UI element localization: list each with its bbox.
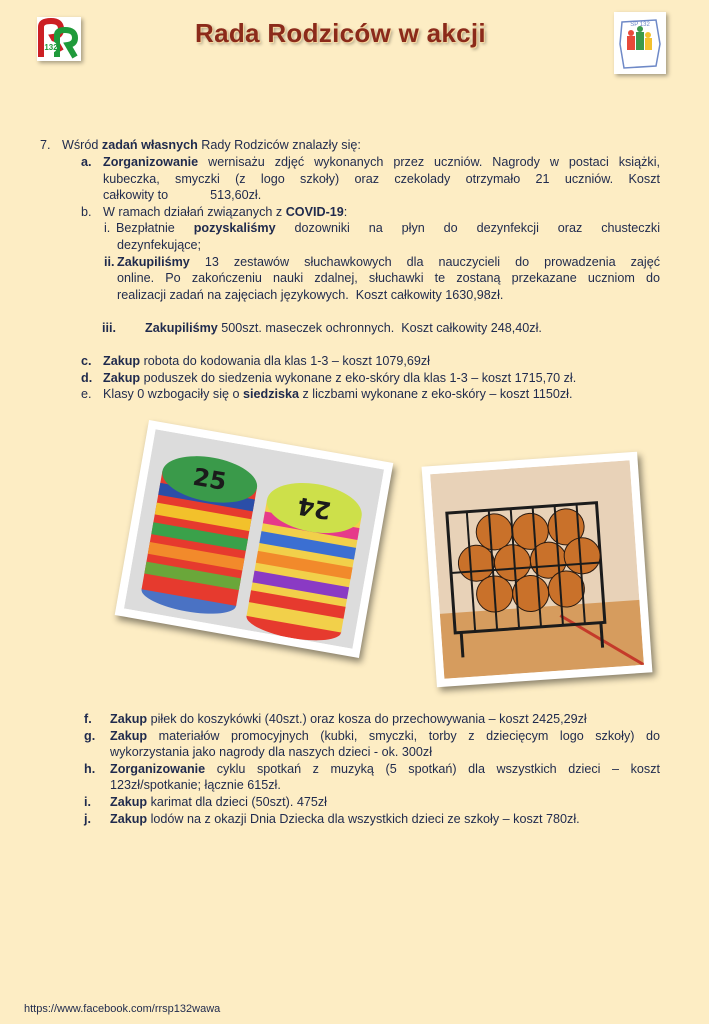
- list-item-j: j. Zakup lodów na z okazji Dnia Dziecka dla wszystkich dzieci ze szkoły – koszt 780zł.: [84, 811, 580, 826]
- svg-text:SP 132: SP 132: [630, 22, 650, 28]
- photo-cushions: [115, 420, 394, 658]
- list-item-b: b. W ramach działań związanych z COVID-19: i. Bezpłatnie pozyskaliśmy dozowniki na płyn do dezynfekcji oraz chusteczki dezynfekujące; ii. Zakupiliśmy 13 zestawów słuchawkowych dla nauczycieli do prowadzenia zajęć online. Po zakończeniu nauki zdalnej, słuchawki te zostaną przekazane uczniom do realizacji zadań na zajęciach językowych. Koszt całkowity 1630,98zł. iii. Zakupiliśmy 500szt. maseczek ochronnych. Koszt całkowity 248,40zł.: [40, 204, 660, 353]
- list-item-e: e. Klasy 0 wzbogaciły się o siedziska z liczbami wykonane z eko-skóry – koszt 1150zł.: [81, 387, 573, 402]
- photo-basketballs: [422, 452, 653, 688]
- sub-item-i: i. Bezpłatnie pozyskaliśmy dozowniki na płyn do dezynfekcji oraz chusteczki dezynfekujące;: [104, 221, 661, 252]
- list-item-c: c. Zakup robota do kodowania dla klas 1-3 – koszt 1079,69zł: [81, 354, 430, 369]
- facebook-link[interactable]: https://www.facebook.com/rrsp132wawa: [24, 1003, 221, 1015]
- svg-text:132: 132: [44, 43, 58, 52]
- rr-logo: [37, 17, 81, 61]
- task-list-top: [40, 137, 660, 403]
- list-item-i: i. Zakup karimat dla dzieci (50szt). 475zł: [84, 794, 327, 809]
- list-item-g: g. Zakup materiałów promocyjnych (kubki, smyczki, torby z dziecięcym logo szkoły) do wykorzystania jako nagrody dla naszych dzieci - ok. 300zł: [84, 728, 660, 760]
- sub-item-ii: ii. Zakupiliśmy 13 zestawów słuchawkowych dla nauczycieli do prowadzenia zajęć online. Po zakończeniu nauki zdalnej, słuchawki te zostaną przekazane uczniom do realizacji zadań na zajęciach językowych. Koszt całkowity 1630,98zł.: [104, 254, 660, 302]
- svg-text:24: 24: [295, 491, 334, 525]
- list-item-h: h. Zorganizowanie cyklu spotkań z muzyką (5 spotkań) dla wszystkich dzieci – koszt 123zł/spotkanie; łącznie 615zł.: [84, 761, 660, 793]
- list-item-a: a. Zorganizowanie wernisażu zdjęć wykonanych przez uczniów. Nagrody w postaci książki, kubeczka, smyczki (z logo szkoły) oraz czekolady otrzymało 21 uczniów. Koszt całkowity to 513,60zł.: [81, 155, 660, 203]
- list-item-f: f. Zakup piłek do koszykówki (40szt.) oraz kosza do przechowywania – koszt 2425,29zł: [84, 712, 587, 726]
- list-intro: 7. Wśród zadań własnych Rady Rodziców znalazły się:: [40, 138, 361, 152]
- page-title: Rada Rodziców w akcji: [195, 18, 486, 48]
- school-logo: [614, 12, 666, 74]
- task-list-bottom: [40, 711, 660, 827]
- sub-item-iii: iii. Zakupiliśmy 500szt. maseczek ochronnych. Koszt całkowity 248,40zł.: [102, 320, 542, 335]
- svg-text:25: 25: [190, 462, 229, 497]
- list-item-d: d. Zakup poduszek do siedzenia wykonane z eko-skóry dla klas 1-3 – koszt 1715,70 zł.: [81, 370, 577, 385]
